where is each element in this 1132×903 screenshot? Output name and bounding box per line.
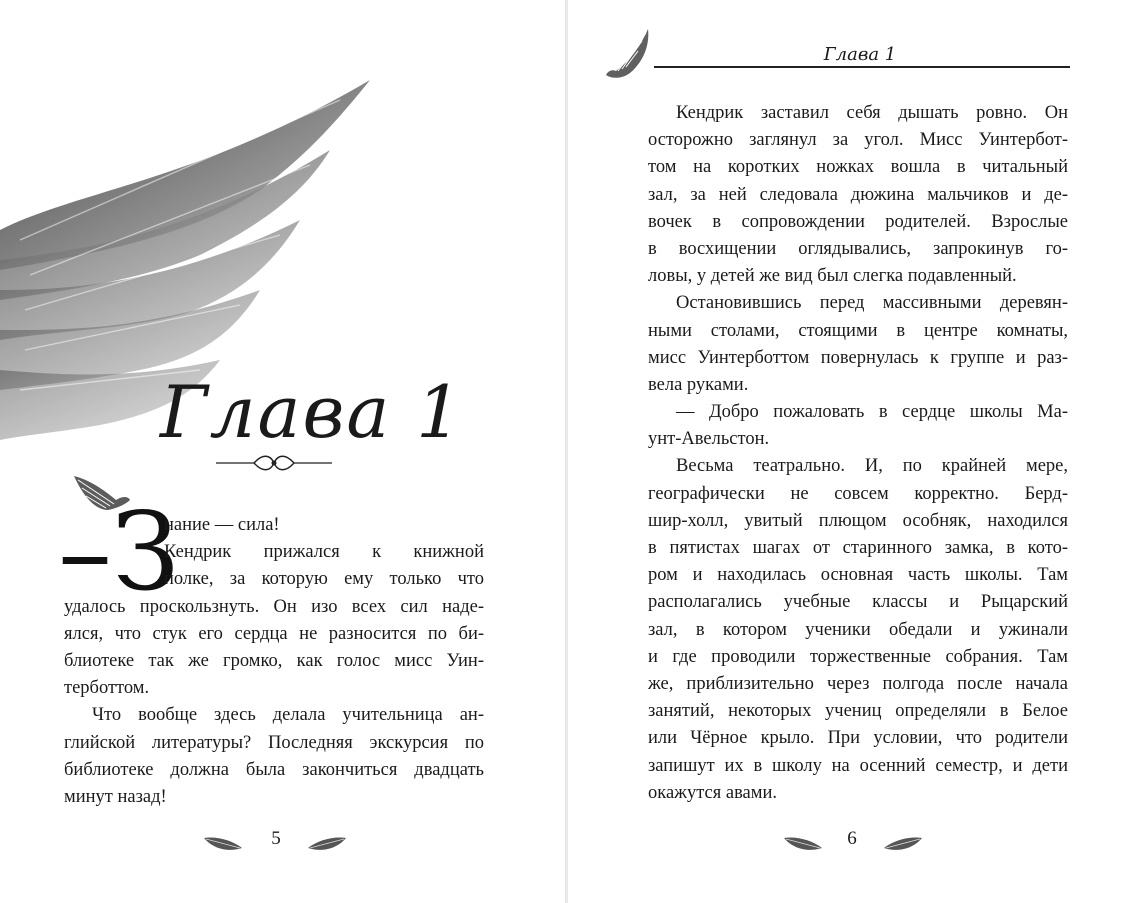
text-line: располагались учебные классы и Рыцарский [648, 592, 1068, 613]
text-line: же, приблизительно через полгода после начала [648, 673, 1068, 694]
text-line: удалось проскользнуть. Он изо всех сил наде- [64, 596, 484, 617]
text-line: Что вообще здесь делала учительница ан- [92, 705, 484, 726]
drop-cap: –З [58, 490, 180, 615]
text-line: запишут их в школу на осенний семестр, и дети [648, 755, 1068, 776]
text-line: ром и находилась основная часть школы. Там [648, 565, 1068, 586]
text-line: нание — сила! [164, 515, 280, 535]
text-line: в пятистах шагах от старинного замка, в кото- [648, 538, 1068, 558]
left-body-text [64, 512, 484, 811]
text-line: мисс Уинтерботтом повернулась к группе и раз- [648, 347, 1068, 368]
text-line: Кендрик заставил себя дышать ровно. Он [676, 103, 1068, 123]
text-line: ловы, у детей же вид был слегка подавленный. [648, 266, 1017, 287]
page-number: 6 [847, 828, 857, 849]
text-line: вочек в сопровождении родителей. Взрослые [648, 211, 1068, 232]
text-line: Кендрик прижался к книжной [164, 542, 484, 563]
text-line: в восхищении оглядывались, запрокинув го- [648, 238, 1068, 259]
text-line: зал, за ней следовала дюжина мальчиков и де- [648, 184, 1068, 205]
text-line: ялся, что стук его сердца не разносится по би- [64, 623, 484, 644]
running-head: Глава 1 [823, 44, 897, 65]
text-line: Остановившись перед массивными деревян- [676, 293, 1068, 314]
text-line: или Чёрное крыло. При условии, что родители [648, 728, 1068, 749]
text-line: зал, в котором ученики обедали и ужинали [648, 619, 1068, 640]
text-line: и где проводили торжественные собрания. Там [648, 646, 1068, 667]
flourish-ornament [214, 452, 334, 474]
text-line: географически не совсем корректно. Берд- [648, 483, 1068, 504]
page-number: 5 [271, 828, 281, 849]
text-line: блиотеке так же громко, как голос мисс Уин- [64, 650, 484, 671]
text-line: терботтом. [64, 678, 150, 699]
text-line: библиотеке должна была закончиться двадцать [64, 759, 484, 780]
text-line: шир-холл, увитый плющом особняк, находился [648, 510, 1068, 531]
text-line: занятий, некоторых учениц определяли в Белое [648, 701, 1068, 722]
header-rule [654, 66, 1070, 68]
feather-icon [782, 832, 824, 854]
wing-emblem-icon [602, 25, 654, 83]
text-line: том на коротких ножках вошла в читальный [648, 157, 1068, 178]
text-line: окажутся авами. [648, 782, 778, 803]
feather-icon [202, 832, 244, 854]
feather-icon [882, 832, 924, 854]
text-line: осторожно заглянул за угол. Мисс Уинтербот- [648, 130, 1068, 151]
text-line: минут назад! [64, 786, 167, 807]
right-body-text [648, 100, 1068, 807]
text-line: глийской литературы? Последняя экскурсия по [64, 732, 484, 753]
text-line: Весьма театрально. И, по крайней мере, [676, 456, 1068, 477]
text-line: полке, за которую ему только что [164, 569, 484, 590]
text-line: — Добро пожаловать в сердце школы Ма- [676, 402, 1068, 423]
text-line: ными столами, стоящими в центре комнаты, [648, 320, 1068, 341]
text-line: вела руками. [648, 374, 749, 395]
chapter-title: Глава 1 [160, 370, 464, 454]
feather-icon [306, 832, 348, 854]
text-line: унт-Авельстон. [648, 429, 770, 450]
